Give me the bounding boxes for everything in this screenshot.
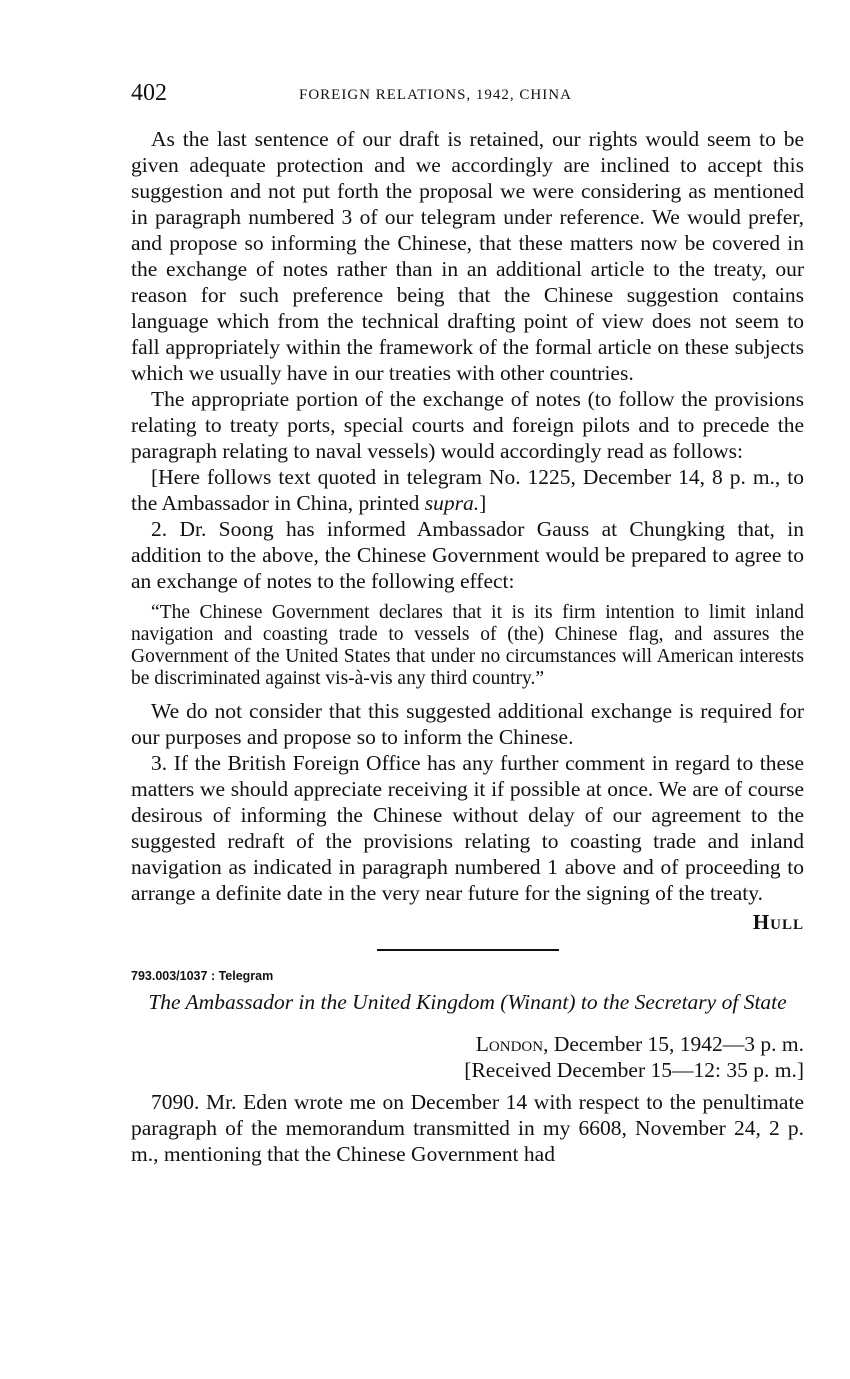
dateline-city: London (475, 1032, 544, 1056)
telegram-body (131, 126, 804, 935)
bracket-note-supra: supra. (424, 491, 480, 515)
dateline (131, 1031, 804, 1057)
section-divider (377, 949, 559, 951)
received-line: [Received December 15—12: 35 p. m.] (464, 1058, 804, 1082)
paragraph-after-quote: We do not consider that this suggested additional exchange is required for our purposes and propose so to inform the Chinese. (131, 699, 804, 749)
page-header (131, 80, 804, 116)
paragraph-7090: 7090. Mr. Eden wrote me on December 14 with respect to the penultimate paragraph of the memorandum transmitted in my 6608, November 24, 2 p. m., mentioning that the Chinese Government had (131, 1090, 804, 1166)
bracket-note-text: [Here follows text quoted in telegram No. 1225, December 14, 8 p. m., to the Ambassador in China, printed (131, 465, 804, 515)
quoted-declaration: “The Chinese Government declares that it is its firm intention to limit inland navigation and coasting trade to vessels of (the) Chinese flag, and assures the Government of the United States that under no circumstances will American interests be discriminated against vis-à-vis any third country.” (131, 602, 804, 689)
paragraph-exchange-of-notes: The appropriate portion of the exchange of notes (to follow the provisions relating to treaty ports, special courts and foreign pilots and to precede the paragraph relating to naval vessels) would accordingly read as follows: (131, 387, 804, 463)
paragraph-2: 2. Dr. Soong has informed Ambassador Gauss at Chungking that, in addition to the above, the Chinese Government would be prepared to agree to an exchange of notes to the following effect: (131, 517, 804, 593)
document-page (131, 80, 804, 1167)
paragraph-3: 3. If the British Foreign Office has any further comment in regard to these matters we should appreciate receiving it if possible at once. We are of course desirous of informing the Chinese without delay of our agreement to the suggested redraft of the provisions relating to coasting trade and inland navigation as indicated in paragraph numbered 1 above and of proceeding to arrange a definite date in the very near future for the signing of the treaty. (131, 751, 804, 905)
next-document (131, 969, 804, 1167)
file-reference: 793.003/1037 : Telegram (131, 969, 274, 983)
running-title: FOREIGN RELATIONS, 1942, CHINA (299, 87, 572, 103)
page-number: 402 (131, 80, 167, 106)
bracket-note-close: ] (479, 491, 487, 515)
paragraph-rights: As the last sentence of our draft is retained, our rights would seem to be given adequate protection and we accordingly are inclined to accept this suggestion and not put forth the proposal we were considering as mentioned in paragraph numbered 3 of our telegram under reference. We would prefer, and propose so informing the Chinese, that these matters now be covered in the exchange of notes rather than in an additional article to the treaty, our reason for such preference being that the Chinese suggestion contains language which from the technical drafting point of view does not seem to fall appropriately within the framework of the formal article on these subjects which we usually have in our treaties with other countries. (131, 127, 804, 385)
document-title: The Ambassador in the United Kingdom (Winant) to the Secretary of State (148, 990, 787, 1014)
dateline-date: , December 15, 1942—3 p. m. (543, 1032, 804, 1056)
bracket-note (131, 464, 804, 516)
signature: Hull (752, 910, 804, 934)
